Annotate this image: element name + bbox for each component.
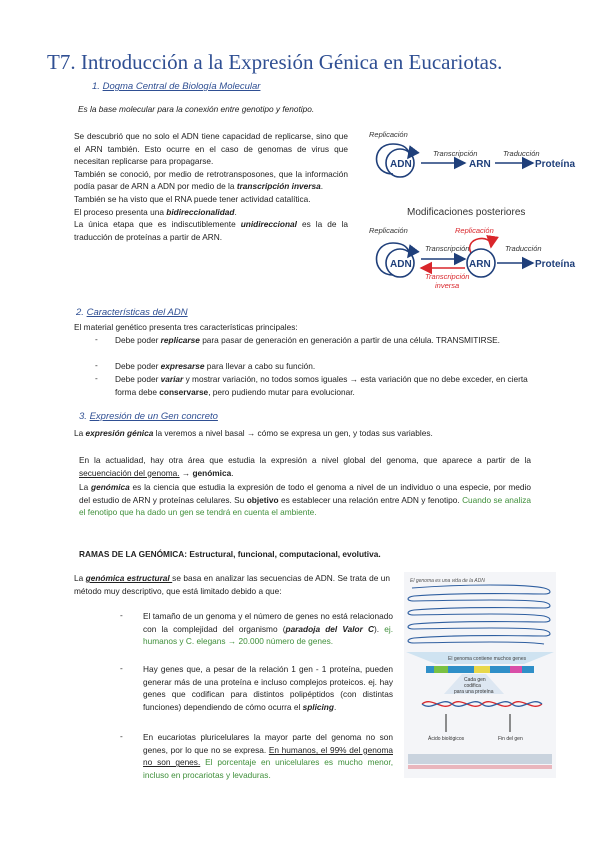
adn-label: ADN [390, 159, 412, 170]
section-3-intro: La expresión génica la veremos a nivel basal → cómo se expresa un gen, y todas sus variables. [74, 428, 433, 438]
gene-segment-green [434, 666, 448, 673]
paragraph: También se conoció, por medio de retrotransposones, que la información podía pasar de ARN a ADN por medio de la transcripción inversa. [74, 168, 348, 192]
section-3-title: Expresión de un Gen concreto [89, 411, 218, 422]
transcription-label: Transcripción [433, 149, 478, 158]
list-item: Debe poder expresarse para llevar a cabo su función. [115, 361, 316, 371]
modifications-heading: Modificaciones posteriores [407, 207, 526, 218]
section-1-title: Dogma Central de Biología Molecular [102, 81, 261, 92]
figure-middle-text: El genoma contiene muchos genes [448, 656, 527, 662]
structural-genomics-intro: La genómica estructural se basa en analizar las secuencias de ADN. Se trata de un método muy descriptivo, que está limitado debido a que: [74, 573, 390, 596]
paragraph: El proceso presenta una bidireccionalidad. [74, 206, 237, 217]
list-item: Debe poder variar y mostrar variación, no todos somos iguales → esta variación que no debe exceder, en cierta forma debe conservarse, pero pudiendo mutar para evolucionar. [115, 374, 528, 397]
gene-segment-pink [510, 666, 522, 673]
genome-figure [404, 572, 556, 778]
translation-label: Traducción [505, 244, 542, 253]
genomics-paragraph-1: En la actualidad, hay otra área que estudia la expresión a nivel global del genoma, que aparece a partir de la secuenciación del genoma. → genómica. [79, 455, 531, 478]
sequence-strip [408, 754, 552, 764]
arn-label: ARN [469, 159, 491, 170]
section-1-number: 1. [92, 81, 100, 92]
reverse-transcription-label-2: inversa [435, 281, 460, 290]
figure-label-left: Ácido biológicos [428, 736, 465, 742]
arn-label: ARN [469, 259, 491, 270]
section-3-number: 3. [79, 411, 87, 422]
protein-label: Proteína [535, 259, 576, 270]
adn-label: ADN [390, 259, 412, 270]
translation-label: Traducción [503, 149, 540, 158]
section-2-title: Características del ADN [86, 307, 188, 318]
list-item: El tamaño de un genoma y el número de genes no está relacionado con la complejidad del organismo (paradoja del Valor C). ej. humanos y C. elegans → 20.000 número de genes. [143, 611, 393, 647]
list-item: En eucariotas pluricelulares la mayor parte del genoma no son genes, por lo que no se expresa. En humanos, el 99% del genoma no son genes. El porcentaje en unicelulares es mucho menor, incluso en procariotas y levaduras. [143, 732, 393, 780]
section-2-number: 2. [76, 307, 84, 318]
replication-left-label: Replicación [369, 226, 408, 235]
gene-segment-yellow [474, 666, 490, 673]
cada-gen-line-1: Cada gen [464, 677, 486, 683]
bullet-dash: - [120, 663, 123, 673]
reverse-transcription-label-1: Transcripción [425, 272, 470, 281]
modified-dogma-diagram [363, 203, 578, 295]
genomics-branches: RAMAS DE LA GENÓMICA: Estructural, funcional, computacional, evolutiva. [79, 549, 381, 559]
paragraph: La única etapa que es indiscutiblemente unidireccional es la de la traducción de proteínas a partir de ARN. [74, 219, 348, 242]
figure-top-text: El genoma es una vida de la ADN [410, 578, 485, 584]
bullet-dash: - [95, 360, 98, 370]
transcription-label: Transcripción [425, 244, 470, 253]
bullet-dash: - [120, 610, 123, 620]
replication-right-label: Replicación [455, 226, 494, 235]
central-dogma-diagram [363, 126, 578, 198]
protein-label: Proteína [535, 159, 576, 170]
list-item: Debe poder replicarse para pasar de generación en generación a partir de una célula. TRANSMITIRSE. [115, 335, 500, 345]
sequence-strip-2 [408, 765, 552, 769]
section-2-heading [76, 307, 188, 318]
page-title: T7. Introducción a la Expresión Génica en Eucariotas. [47, 50, 503, 74]
cada-gen-line-2: codifica [464, 683, 481, 689]
section-3-heading [79, 411, 218, 422]
section-2-intro: El material genético presenta tres características principales: [74, 322, 298, 332]
cada-gen-line-3: para una proteína [454, 689, 494, 695]
replication-label: Replicación [369, 130, 408, 139]
section-1-subtitle: Es la base molecular para la conexión entre genotipo y fenotipo. [78, 104, 315, 114]
figure-label-right: Fin del gen [498, 736, 523, 742]
bullet-dash: - [120, 731, 123, 741]
paragraph: También se ha visto que el RNA puede tener actividad catalítica. [74, 193, 311, 204]
list-item: Hay genes que, a pesar de la relación 1 gen - 1 proteína, pueden generar más de una proteína e incluso complejos proteicos. ej. hay genes que codifican para distintos polipéptidos (con distintas funciones) dependiendo de cómo ocurra el splicing. [143, 664, 393, 712]
genomics-paragraph-2: La genómica es la ciencia que estudia la expresión de todo el genoma a nivel de un individuo o una especie, por medio del estudio de ARN y proteínas celulares. Su objetivo es establecer una relación entre ADN y fenotipo. Cuando se analiza el fenotipo que ha dado un gen se tendrá en cuenta el ambiente. [79, 482, 531, 518]
bullet-dash: - [95, 334, 98, 344]
paragraph: Se descubrió que no solo el ADN tiene capacidad de replicarse, sino que el ARN también. Esto ocurre en el caso de genomas de virus que necesitan replicarse para propagarse. [74, 131, 348, 167]
section-1-body [74, 130, 348, 243]
section-1-heading [92, 81, 260, 92]
bullet-dash: - [95, 373, 98, 383]
